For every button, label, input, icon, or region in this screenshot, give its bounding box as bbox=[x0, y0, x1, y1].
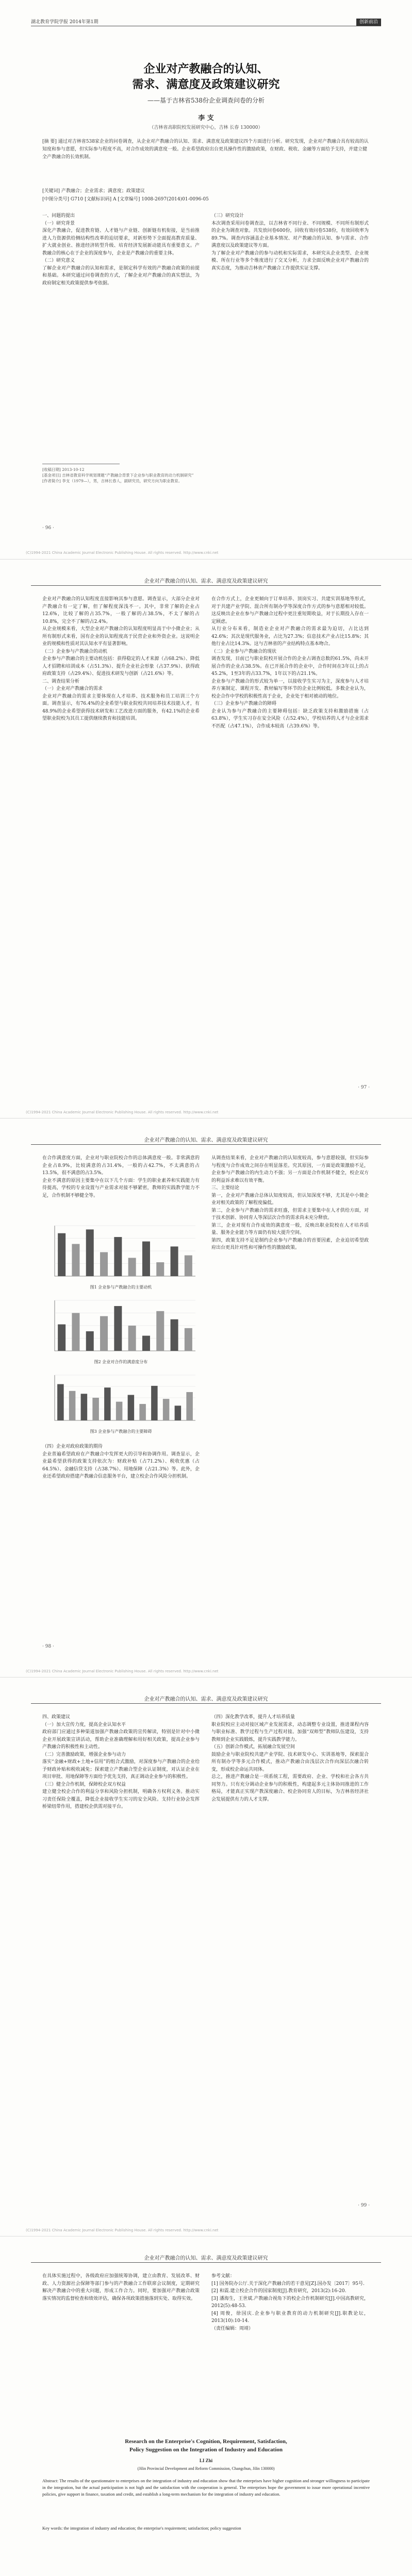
body-column-left-top: 在合作满意度方面，企业对与职业院校合作的总体满意度一般。非常满意的企业占8.9%，比较满意的占31.4%，一般的占42.7%，不太满意的占13.5%，很不满意的占3.5%。 企业不满意的原因主要集中在以下几个方面：学生的职业素养和实践能力有待提高，学校的专业设置与产业需求对接不够紧密，教师的实践教学能力不足，合作机制不够健全等。 bbox=[42, 1156, 200, 1198]
page-4 bbox=[0, 1677, 412, 2236]
chart-bar bbox=[151, 1386, 158, 1420]
article-title-line-2: 需求、满意度及政策建议研究 bbox=[132, 78, 280, 91]
chart-bar bbox=[114, 1237, 122, 1276]
classification-numbers: [中图分类号] G710 [文献标识码] A [文章编号] 1008-2697(2014)01-0096-05 bbox=[42, 197, 209, 202]
page-number: · 97 · bbox=[358, 1085, 370, 1090]
body-column-left-bottom: （四）企业对政府政策的期待 企业普遍希望政府在产教融合中发挥更大的引导和协调作用。调查显示，企业最希望获得的政策支持依次为：财政补贴（占71.2%）、税收优惠（占64.5%）、金融信贷支持（占38.7%）、用地保障（占21.3%）等。此外，企业还希望政府搭建产教融合信息服务平台，建立校企合作风险分担机制。 bbox=[42, 1444, 200, 1479]
chart-bar bbox=[72, 1313, 79, 1351]
figure-2-chart bbox=[42, 1296, 200, 1358]
chart-bar bbox=[69, 1391, 76, 1420]
page-header bbox=[31, 19, 381, 26]
body-column-right: （三）研究设计 本次调查采用问卷调查法，以吉林省不同行业、不同规模、不同所有制形式的企业为调查对象。共发放问卷600份，回收有效问卷538份，有效回收率为89.7%。调查内容涵盖企业基本情况、对产教融合的认知、参与需求、合作满意度以及政策建议等方面。 为了解企业对产教融合的参与动机和实际需求，本研究从企业类型、企业规模、所在行业等多个维度进行了交叉分析，力求全面反映企业对产教融合的真实态度，为推动吉林省产教融合工作提供实证支撑。 bbox=[211, 213, 369, 271]
abstract: [摘 要] 通过对吉林省538家企业的问卷调查，从企业对产教融合的认知、需求、满意度及政策建议四个方面进行分析。研究发现，企业对产教融合具有较高的认知度和参与意愿，但实际参与程度不高，对合作成效的满意度一般。企业希望政府出台更具操作性的激励政策，在财政、税收、金融等方面给予支持，并建立健全产教融合的长效机制。 bbox=[42, 139, 369, 160]
chart-bar bbox=[185, 1328, 192, 1351]
copyright-watermark: (C)1994-2021 China Academic Journal Electronic Publishing House. All rights reserved. http://www.cnki.net bbox=[26, 2228, 219, 2232]
journal-info: 湖北教育学院学报 2014年第1期 bbox=[31, 20, 98, 25]
running-title: 企业对产教融合的认知、需求、满意度及政策建议研究 bbox=[144, 1697, 268, 1702]
body-column-right: 在合作方式上，企业更倾向于订单培养、顶岗实习、共建实训基地等形式，对于共建产业学院、混合所有制办学等深度合作方式的参与意愿相对较低。这反映出企业在参与产教融合过程中更注重短期收益，对于长期投入存在一定顾虑。 从行业分布来看，制造业企业对产教融合的需求最为迫切，占比达到42.6%；其次是现代服务业，占比为27.3%；信息技术产业占比15.8%；其他行业占比14.3%。这与吉林省的产业结构特点基本吻合。 （二）企业参与产教融合的现状 调查发现，目前已与职业院校开展合作的企业占调查总数的61.5%，尚未开展合作的企业占38.5%。在已开展合作的企业中，合作时间在3年以上的占45.2%，1至3年的占33.7%，1年以下的占21.1%。 企业参与产教融合的形式较为单一，以接收学生实习为主，深度参与人才培养方案制定、课程开发、教材编写等环节的企业比例较低。多数企业认为，校企合作中学校的积极性高于企业，企业处于相对被动的地位。 （三）企业参与产教融合的障碍 企业认为参与产教融合的主要障碍包括：缺乏政策支持和激励措施（占63.8%），学生实习存在安全风险（占52.4%），学校培养的人才与企业需求不匹配（占47.1%），合作成本较高（占39.6%）等。 bbox=[211, 597, 369, 729]
chart-bar bbox=[72, 1244, 79, 1276]
chart-bar bbox=[128, 1258, 136, 1276]
english-abstract: Abstract: The results of the questionnaire to enterprises on the integration of industry and education show that the enterprises have higher cognition and stronger willingness to participate in the integration, but the actual participation is not high and the satisfaction with the cooperation is general. The enterprises hope the government to issue more operational incentive policies, give support in finance, taxation and credit, and establish a long-term mechanism for the integration of industry and education. bbox=[42, 2478, 370, 2497]
chart-bar bbox=[185, 1256, 192, 1276]
chart-bar bbox=[128, 1326, 136, 1351]
author-name: 李 支 bbox=[198, 114, 214, 122]
keywords: [关键词] 产教融合；企业需求；满意度；政策建议 bbox=[42, 189, 145, 194]
chart-bar bbox=[92, 1398, 99, 1420]
body-column-right: 从调查结果来看，企业对产教融合的认知度较高，参与意愿较强，但实际参与程度与合作成效之间存在明显落差。究其原因，一方面是政策激励不足，企业参与产教融合的内生动力不强；另一方面是合作机制不健全，校企双方的利益诉求难以有效平衡。 三、主要结论 第一，企业对产教融合总体认知度较高，但认知深度不够，尤其是中小微企业对相关政策的了解程度偏低。 第二，企业参与产教融合的需求旺盛，但需求主要集中在人才供给方面，对于技术创新、协同育人等深层次合作的需求尚未充分释放。 第三，企业对现有合作成效的满意度一般，反映出职业院校在人才培养质量、服务企业能力等方面仍有较大提升空间。 第四，政策支持不足是制约企业参与产教融合的首要因素，企业迫切希望政府出台更具针对性和可操作性的激励政策。 bbox=[211, 1156, 369, 1250]
figure-3-chart bbox=[42, 1371, 200, 1428]
figure-1-chart bbox=[42, 1222, 200, 1283]
page-number: · 96 · bbox=[42, 526, 54, 531]
chart-bar bbox=[81, 1394, 88, 1420]
english-author: LI Zhi bbox=[199, 2458, 213, 2463]
page-1 bbox=[0, 0, 412, 559]
chart-bar bbox=[156, 1262, 164, 1276]
chart-bar bbox=[171, 1319, 178, 1351]
chart-bar bbox=[58, 1233, 65, 1276]
figure-3-caption: 图3 企业参与产教融合的主要障碍 bbox=[90, 1429, 152, 1434]
running-title: 企业对产教融合的认知、需求、满意度及政策建议研究 bbox=[144, 2256, 268, 2261]
running-title: 企业对产教融合的认知、需求、满意度及政策建议研究 bbox=[144, 579, 268, 584]
copyright-watermark: (C)1994-2021 China Academic Journal Electronic Publishing House. All rights reserved. http://www.cnki.net bbox=[26, 1110, 219, 1114]
chart-bar bbox=[100, 1316, 108, 1351]
body-column-left: 一、问题的提出 （一）研究背景 深化产教融合，促进教育链、人才链与产业链、创新链有机衔接，是当前推进人力资源供给侧结构性改革的迫切要求，对新形势下全面提高教育质量、扩大就业创业、推进经济转型升级、培育经济发展新动能具有重要意义。产教融合的核心在于企业的深度参与，企业是产教融合的重要主体。 （二）研究意义 了解企业对产教融合的认知和需求，是制定科学有效的产教融合政策的前提和基础。本研究通过问卷调查的方式，了解企业对产教融合的真实想法，为政府制定相关政策提供参考依据。 bbox=[42, 213, 200, 286]
english-title-line-2: Policy Suggestion on the Integration of Industry and Education bbox=[129, 2447, 283, 2453]
chart-bar bbox=[116, 1402, 123, 1420]
article-subtitle: ——基于吉林省538份企业调查问卷的分析 bbox=[147, 97, 265, 104]
figure-2-caption: 图2 企业对合作的满意度分布 bbox=[94, 1360, 148, 1364]
section-tag: 创新前沿 bbox=[356, 19, 381, 26]
english-title-line-1: Research on the Enterprise's Cognition, Requirement, Satisfaction, bbox=[125, 2438, 287, 2445]
body-column-left: 四、政策建议 （一）加大宣传力度，提高企业认知水平 政府部门应通过多种渠道加强产教融合政策的宣传解读，特别是针对中小微企业开展政策宣讲活动，帮助企业准确理解和用好相关政策，提高企业参与产教融合的积极性和主动性。 （二）完善激励政策，增强企业参与动力 落实“金融+财政+土地+信用”的组合式激励，对深度参与产教融合的企业给予财政补贴和税收减免；探索建立产教融合型企业认证制度，对认证企业在项目审批、用地保障等方面给予优先支持，真正调动企业参与的积极性。 （三）健全合作机制，保障校企双方权益 建立健全校企合作的利益分享和风险分担机制，明确各方权利义务。推动实习责任保险全覆盖，降低企业接收学生实习的安全风险。支持行业协会发挥桥梁纽带作用，搭建校企供需对接平台。 bbox=[42, 1715, 200, 1809]
chart-bar bbox=[86, 1229, 94, 1276]
running-header bbox=[31, 1137, 381, 1145]
body-column-right: （四）深化教学改革，提升人才培养质量 职业院校应主动对接区域产业发展需求，动态调整专业设置，推进课程内容与职业标准、教学过程与生产过程对接。加强“双师型”教师队伍建设，支持教师到企业实践锻炼，提升实践教学能力。 （五）创新合作模式，拓展融合发展空间 鼓励企业与职业院校共建产业学院、技术研发中心、实训基地等，探索混合所有制办学等多元合作模式，推动产教融合由浅层次合作向深层次融合转变，形成校企命运共同体。 总之，推进产教融合是一项系统工程，需要政府、企业、学校和社会各方共同努力。只有充分调动企业参与的积极性，构建起多元主体协同推进的工作格局，才能真正实现产教深度融合、校企协同育人的目标，为吉林省经济社会发展提供有力的人才支撑。 bbox=[211, 1715, 369, 1802]
english-keywords: Key words: the integration of industry and education; the enterprise's requirement; satisfaction; policy suggestion bbox=[42, 2526, 241, 2531]
chart-bar bbox=[175, 1405, 182, 1420]
chart-bar bbox=[142, 1242, 150, 1276]
page-3 bbox=[0, 1118, 412, 1677]
chart-bar bbox=[128, 1395, 135, 1421]
running-header bbox=[31, 2255, 381, 2263]
page-number: · 99 · bbox=[358, 2203, 370, 2208]
chart-bar bbox=[57, 1384, 64, 1420]
copyright-watermark: (C)1994-2021 China Academic Journal Electronic Publishing House. All rights reserved. http://www.cnki.net bbox=[26, 551, 219, 555]
page-5 bbox=[0, 2236, 412, 2576]
chart-bar bbox=[171, 1246, 178, 1276]
chart-bar bbox=[114, 1306, 122, 1351]
chart-bar bbox=[156, 1311, 164, 1351]
chart-bar bbox=[139, 1404, 146, 1420]
copyright-watermark: (C)1994-2021 China Academic Journal Electronic Publishing House. All rights reserved. http://www.cnki.net bbox=[26, 1669, 219, 1673]
chart-bar bbox=[104, 1387, 111, 1420]
chart-bar bbox=[163, 1399, 170, 1420]
running-header bbox=[31, 1696, 381, 1704]
running-title: 企业对产教融合的认知、需求、满意度及政策建议研究 bbox=[144, 1138, 268, 1143]
english-affiliation: (Jilin Provincial Development and Reform Commission, Changchun, Jilin 130000) bbox=[137, 2466, 275, 2471]
footnote: [收稿日期] 2013-10-12 [基金项目] 吉林省教育科学规划课题“产教融合背景下企业参与职业教育的动力机制研究” [作者简介] 李支（1979—），男，吉林长春人，副研究员，研究方向为职业教育。 bbox=[42, 467, 194, 483]
page-number: · 98 · bbox=[42, 1644, 54, 1649]
author-affiliation: （吉林省高职院校发展研究中心，吉林 长春 130000） bbox=[149, 125, 263, 130]
article-title-line-1: 企业对产教融合的认知、 bbox=[143, 62, 269, 76]
figure-1-caption: 图1 企业参与产教融合的主要动机 bbox=[90, 1285, 152, 1290]
page-2 bbox=[0, 559, 412, 1118]
chart-bar bbox=[186, 1392, 193, 1420]
chart-bar bbox=[58, 1325, 65, 1351]
references: 参考文献： [1] 国务院办公厅.关于深化产教融合的若干意见[Z].国办发〔2017〕95号. [2] 和震.建立校企合作的国家制度[J].教育研究，2013(2):16-20. [3] 潘海生，王世斌.产教融合视角下的校企合作机制研究[J].中国高教研究，2012(5):48-53. [4] 周俊，徐国庆.企业参与职业教育的动力机制研究[J].职教论坛，2013(10):10-14. （责任编辑：周靖） bbox=[211, 2274, 369, 2331]
running-header bbox=[31, 578, 381, 586]
chart-bar bbox=[142, 1336, 150, 1351]
body-column-left: 在具体实施过程中，各级政府应加强统筹协调，建立由教育、发展改革、财政、人力资源社会保障等部门参与的产教融合工作联席会议制度，定期研究解决产教融合中的重大问题，形成工作合力。同时，要加强对产教融合政策落实情况的监督检查和绩效评估，确保各项政策措施落到实处、取得实效。 bbox=[42, 2274, 200, 2301]
body-column-left: 企业对产教融合的认知程度直接影响其参与意愿。调查显示，大部分企业对产教融合有一定了解，但了解程度深浅不一。其中，非常了解的企业占12.6%，比较了解的占35.7%，一般了解的占38.5%，不太了解的占10.8%，完全不了解的占2.4%。 从企业规模来看，大型企业对产教融合的认知程度明显高于中小微企业；从所有制形式来看，国有企业的认知程度高于民营企业和外资企业。这说明企业的规模和性质对其认知水平有显著影响。 （二）企业参与产教融合的动机 企业参与产教融合的主要动机包括：获得稳定的人才来源（占68.2%）、降低人才招聘和培训成本（占51.3%）、提升企业社会形象（占37.9%）、获得政府政策支持（占29.4%）、促进技术研发与创新（占21.6%）等。 二、调查结果分析 （一）企业对产教融合的需求 企业对产教融合的需求主要体现在人才培养、技术服务和员工培训三个方面。调查显示，有76.4%的企业希望与职业院校共同培养技术技能人才，有48.9%的企业希望获得技术研发和工艺改进方面的服务，有42.1%的企业希望职业院校为其员工提供继续教育和技能培训。 bbox=[42, 597, 200, 721]
chart-bar bbox=[100, 1252, 108, 1276]
chart-bar bbox=[86, 1331, 94, 1351]
